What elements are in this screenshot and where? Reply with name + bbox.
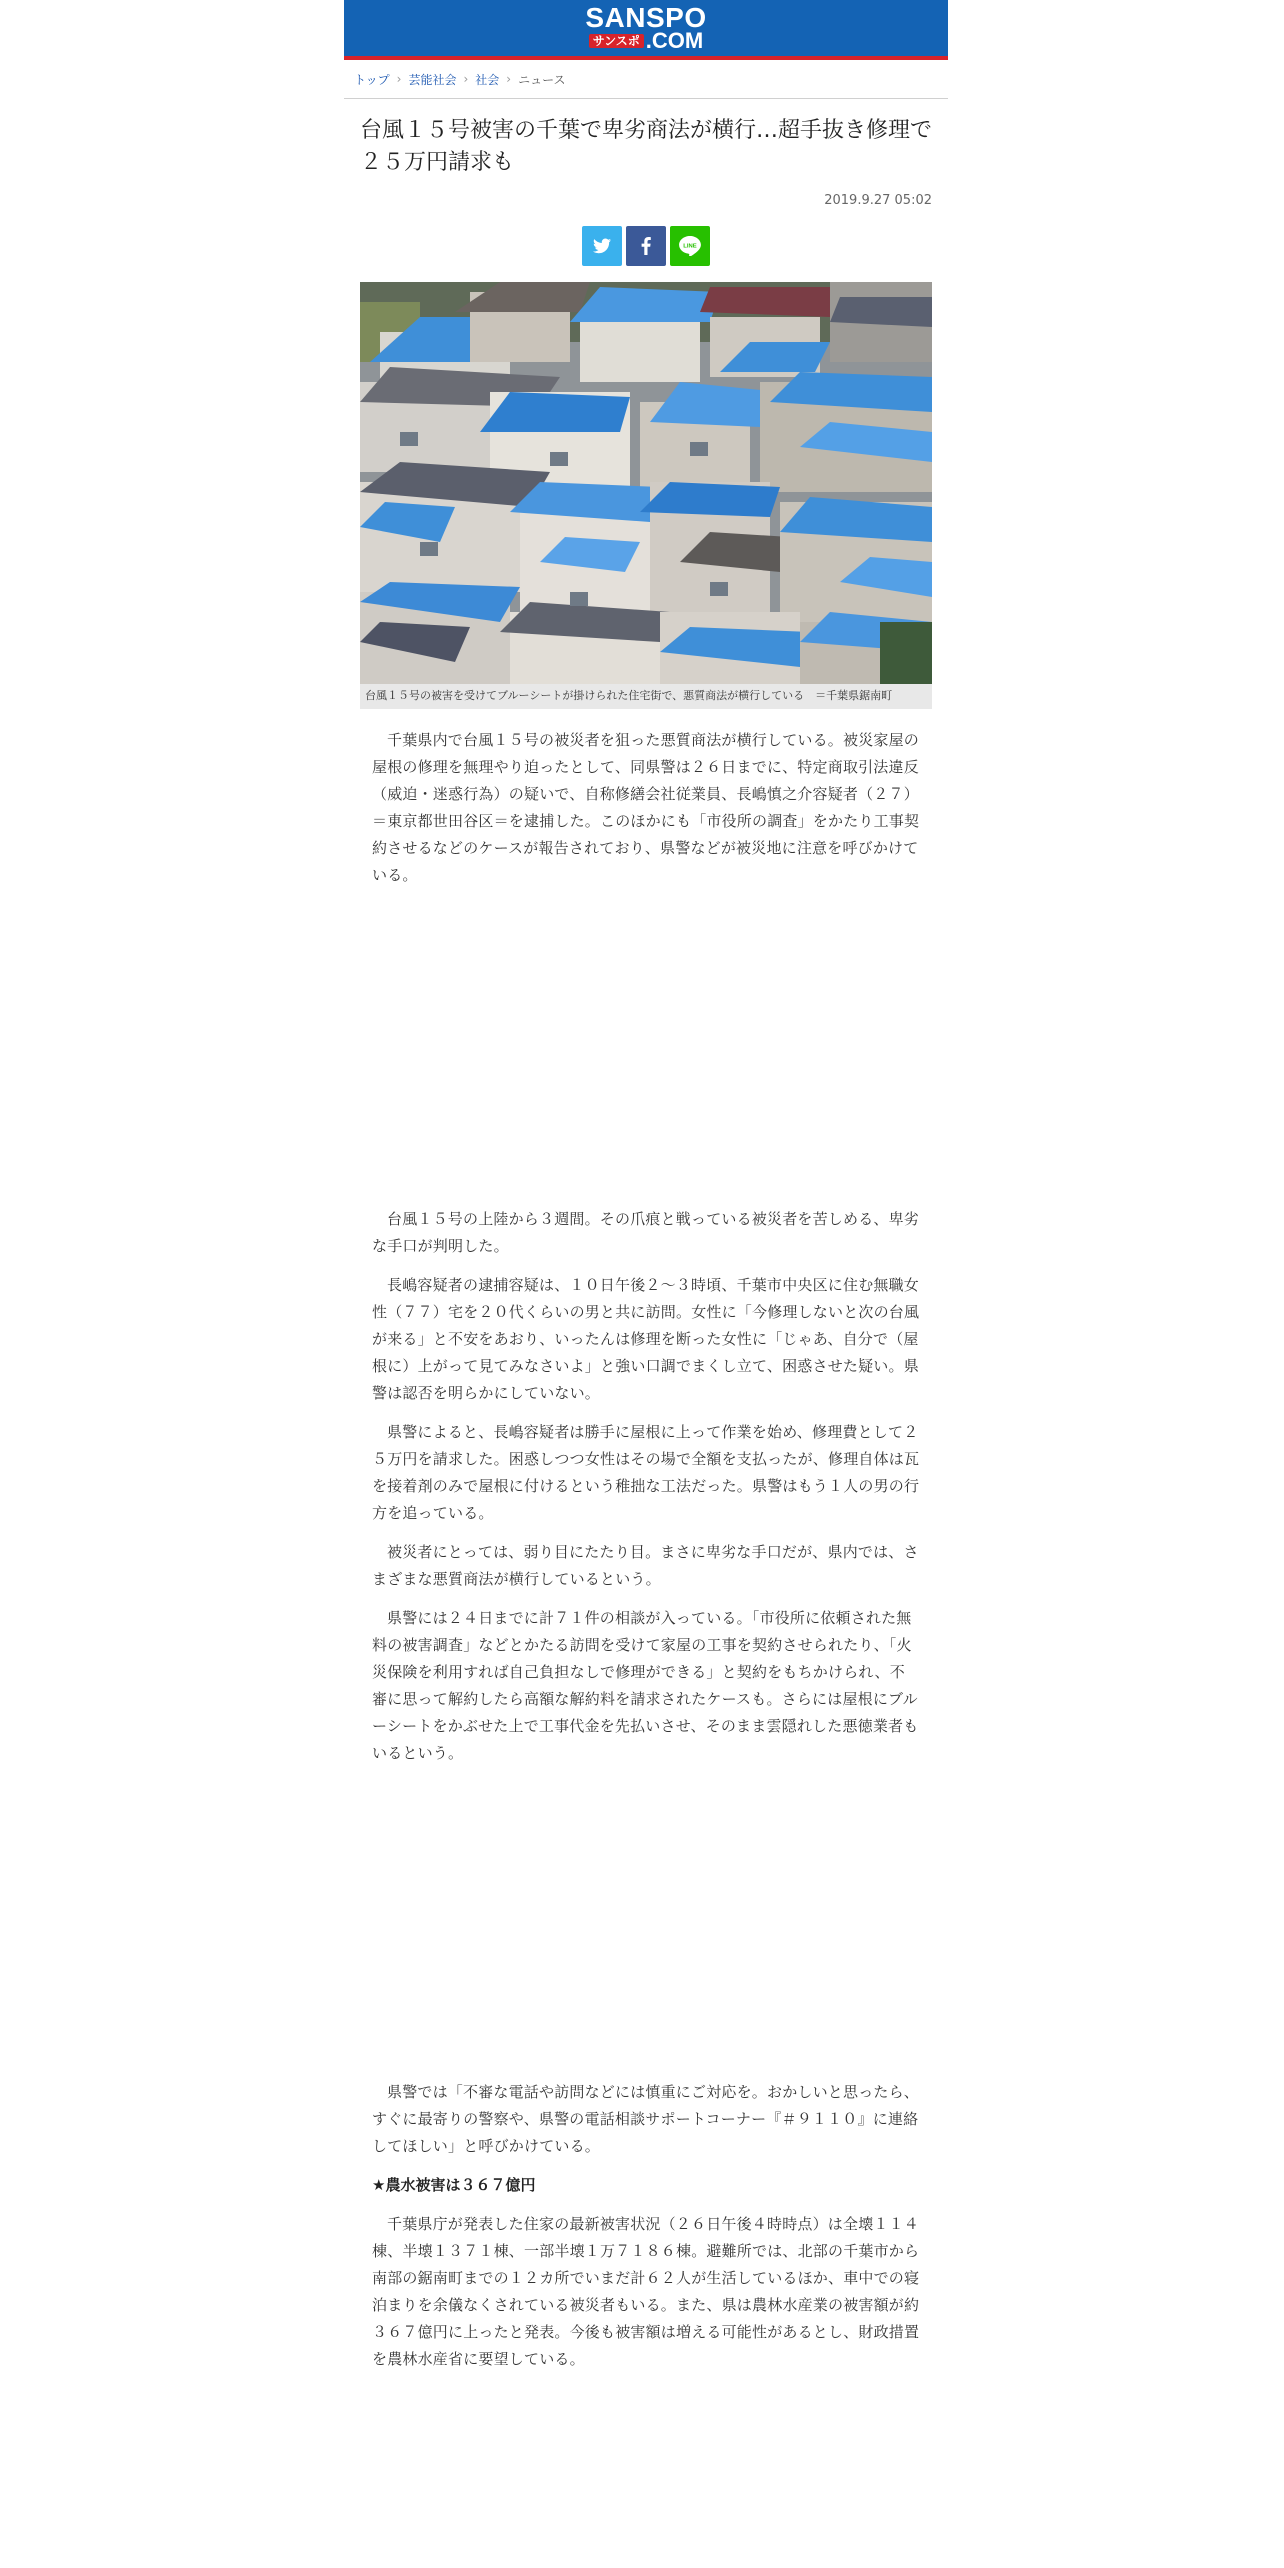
photo-caption: 台風１５号の被害を受けてブルーシートが掛けられた住宅街で、悪質商法が横行している ＝千葉県鋸南町	[360, 684, 932, 709]
chevron-right-icon: ›	[396, 72, 402, 86]
facebook-icon	[641, 237, 651, 255]
page	[344, 0, 948, 2385]
logo-sub-text: サンスポ	[589, 34, 644, 48]
logo-com-text: .COM	[645, 28, 704, 53]
share-buttons	[344, 226, 948, 266]
article-title: 台風１５号被害の千葉で卑劣商法が横行…超手抜き修理で２５万円請求も	[360, 118, 933, 175]
site-header	[344, 0, 948, 60]
breadcrumb-entertainment-society[interactable]: 芸能社会	[408, 72, 457, 87]
breadcrumb	[344, 60, 948, 99]
article-paragraph: 長嶋容疑者の逮捕容疑は、１０日午後２～３時頃、千葉市中央区に住む無職女性（７７）宅を２０代くらいの男と共に訪問。女性に「今修理しないと次の台風が来る」と不安をあおり、いったんは修理を断った女性に「じゃあ、自分で（屋根に）上がって見てみなさいよ」と強い口調でまくし立て、困惑させた疑い。県警は認否を明らかにしていない。	[372, 1276, 920, 1402]
breadcrumb-top[interactable]: トップ	[354, 72, 390, 87]
article-body	[372, 727, 920, 2373]
site-logo[interactable]	[585, 4, 706, 52]
article-paragraph: 県警によると、長嶋容疑者は勝手に屋根に上って作業を始め、修理費として２５万円を請求した。困惑しつつ女性はその場で全額を支払ったが、修理自体は瓦を接着剤のみで屋根に付けるという稚拙な工法だった。県警はもう１人の男の行方を追っている。	[372, 1423, 920, 1522]
article-paragraph: 被災者にとっては、弱り目にたたり目。まさに卑劣な手口だが、県内では、さまざまな悪質商法が横行しているという。	[372, 1543, 919, 1588]
ad-space	[372, 1779, 920, 2079]
facebook-share-button[interactable]	[626, 226, 666, 266]
svg-text:LINE: LINE	[683, 243, 697, 250]
article-paragraph: 県警では「不審な電話や訪問などには慎重にご対応を。おかしいと思ったら、すぐに最寄りの警察や、県警の電話相談サポートコーナー『＃９１１０』に連絡してほしい」と呼びかけている。	[372, 2083, 920, 2155]
breadcrumb-news: ニュース	[518, 72, 566, 87]
logo-main-text: SANSPO	[585, 2, 707, 33]
ad-space	[372, 901, 920, 1206]
article-paragraph: 千葉県内で台風１５号の被災者を狙った悪質商法が横行している。被災家屋の屋根の修理を無理やり迫ったとして、同県警は２６日までに、特定商取引法違反（威迫・迷惑行為）の疑いで、自称修繕会社従業員、長嶋慎之介容疑者（２７）＝東京都世田谷区＝を逮捕した。このほかにも「市役所の調査」をかたり工事契約させるなどのケースが報告されており、県警などが被災地に注意を呼びかけている。	[372, 731, 920, 884]
photo-houses-blue-tarps	[360, 282, 932, 684]
chevron-right-icon: ›	[463, 72, 469, 86]
article-photo	[360, 282, 932, 684]
article-paragraph: 台風１５号の上陸から３週間。その爪痕と戦っている被災者を苦しめる、卑劣な手口が判明した。	[372, 1210, 920, 1255]
article-paragraph: 千葉県庁が発表した住家の最新被害状況（２６日午後４時時点）は全壊１１４棟、半壊１３７１棟、一部半壊１万７１８６棟。避難所では、北部の千葉市から南部の鋸南町までの１２カ所でいまだ計６２人が生活しているほか、車中での寝泊まりを余儀なくされている被災者もいる。また、県は農林水産業の被害額が約３６７億円に上ったと発表。今後も被害額は増える可能性があるとし、財政措置を農林水産省に要望している。	[372, 2215, 920, 2368]
breadcrumb-society[interactable]: 社会	[475, 72, 500, 87]
line-icon	[679, 236, 701, 256]
line-share-button[interactable]	[670, 226, 710, 266]
article-subheading: ★農水被害は３６７億円	[372, 2176, 536, 2194]
twitter-icon	[593, 238, 611, 254]
article-paragraph: 県警には２４日までに計７１件の相談が入っている。「市役所に依頼された無料の被害調査」などとかたる訪問を受けて家屋の工事を契約させられたり、「火災保険を利用すれば自己負担なしで修理ができる」と契約をもちかけられ、不審に思って解約したら高額な解約料を請求されたケースも。さらには屋根にブルーシートをかぶせた上で工事代金を先払いさせ、そのまま雲隠れした悪徳業者もいるという。	[372, 1609, 919, 1762]
chevron-right-icon: ›	[506, 72, 512, 86]
article-date: 2019.9.27 05:02	[824, 193, 932, 208]
twitter-share-button[interactable]	[582, 226, 622, 266]
